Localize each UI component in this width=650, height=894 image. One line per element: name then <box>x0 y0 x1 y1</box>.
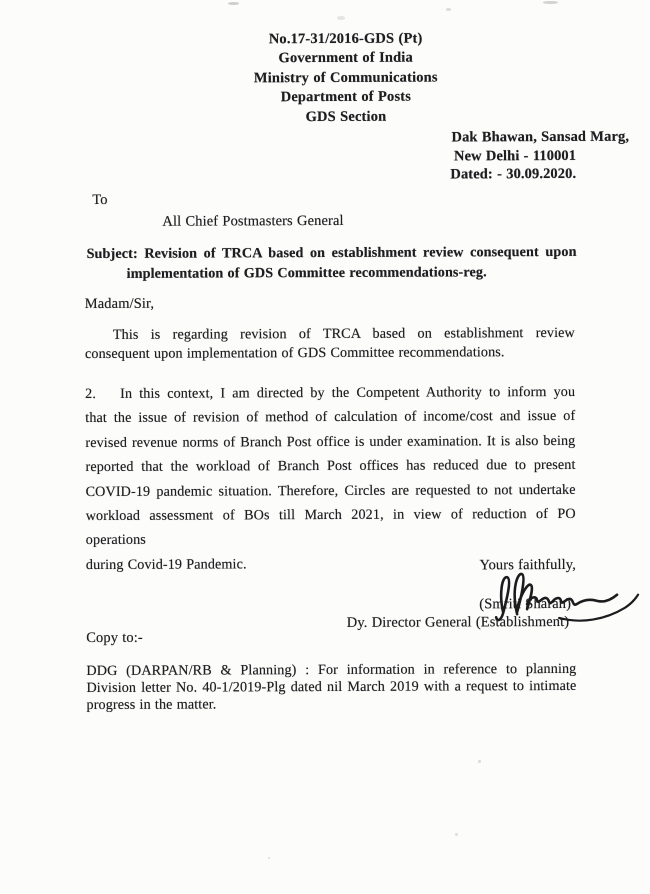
org-line-government: Government of India <box>278 50 413 67</box>
paragraph-2-line: workload assessment of BOs till March 2021, in view of reduction of PO operations <box>85 505 576 549</box>
scan-artifact <box>543 1 558 4</box>
to-label: To <box>92 191 108 209</box>
copy-to-label: Copy to:- <box>86 629 143 647</box>
signatory-name: (Smriti Sharan) <box>479 595 572 613</box>
paragraph-2 <box>85 380 576 577</box>
recipient: All Chief Postmasters General <box>162 212 344 230</box>
scan-artifact <box>478 760 481 763</box>
paragraph-2-line: In this context, I am directed by the Competent Authority to inform you <box>120 383 576 402</box>
copy-to-line: Division letter No. 40-1/2019-Plg dated nil March 2019 with a request to intimate <box>86 678 577 697</box>
scan-artifact <box>268 857 270 859</box>
reference-number: No.17-31/2016-GDS (Pt) <box>268 30 423 48</box>
scan-artifact <box>228 2 239 5</box>
paragraph-2-line: COVID-19 pandemic situation. Therefore, Circles are requested to not undertake <box>85 481 576 500</box>
closing-phrase: Yours faithfully, <box>479 556 576 574</box>
copy-to-paragraph <box>86 661 576 715</box>
copy-to-line: progress in the matter. <box>86 696 217 714</box>
org-line-section: GDS Section <box>305 108 387 125</box>
scan-artifact <box>446 8 451 11</box>
paragraph-1-line: This is regarding revision of TRCA based on establishment review <box>112 324 575 343</box>
place-date-block <box>450 128 629 185</box>
letter-header <box>21 28 650 128</box>
subject-line-1: Subject: Revision of TRCA based on establishment review consequent upon <box>86 243 577 263</box>
subject-line-2: implementation of GDS Committee recommendations-reg. <box>126 263 487 282</box>
paragraph-2-line: reported that the workload of Branch Post offices has reduced due to present <box>85 457 576 476</box>
paragraph-2-line: revised revenue norms of Branch Post office is under examination. It is also being <box>85 432 576 451</box>
org-line-ministry: Ministry of Communications <box>253 69 438 87</box>
copy-to-line: DDG (DARPAN/RB & Planning) : For information in reference to planning <box>86 660 577 680</box>
paragraph-1 <box>85 324 575 364</box>
address-line: Dak Bhawan, Sansad Marg, <box>451 128 630 146</box>
paragraph-2-line: during Covid-19 Pandemic. <box>85 556 247 573</box>
paragraph-2-line: that the issue of revision of method of calculation of income/cost and issue of <box>85 408 576 427</box>
letter-date: Dated: - 30.09.2020. <box>450 166 577 183</box>
scan-artifact <box>455 833 458 836</box>
scan-artifact <box>337 16 345 20</box>
address-city: New Delhi - 110001 <box>453 147 577 165</box>
salutation: Madam/Sir, <box>84 295 155 313</box>
paragraph-1-line: consequent upon implementation of GDS Committee recommendations. <box>84 344 505 362</box>
signatory-title: Dy. Director General (Establishment) <box>346 613 570 631</box>
paragraph-number: 2. <box>85 385 97 403</box>
org-line-department: Department of Posts <box>280 88 412 106</box>
subject-block <box>87 243 577 284</box>
